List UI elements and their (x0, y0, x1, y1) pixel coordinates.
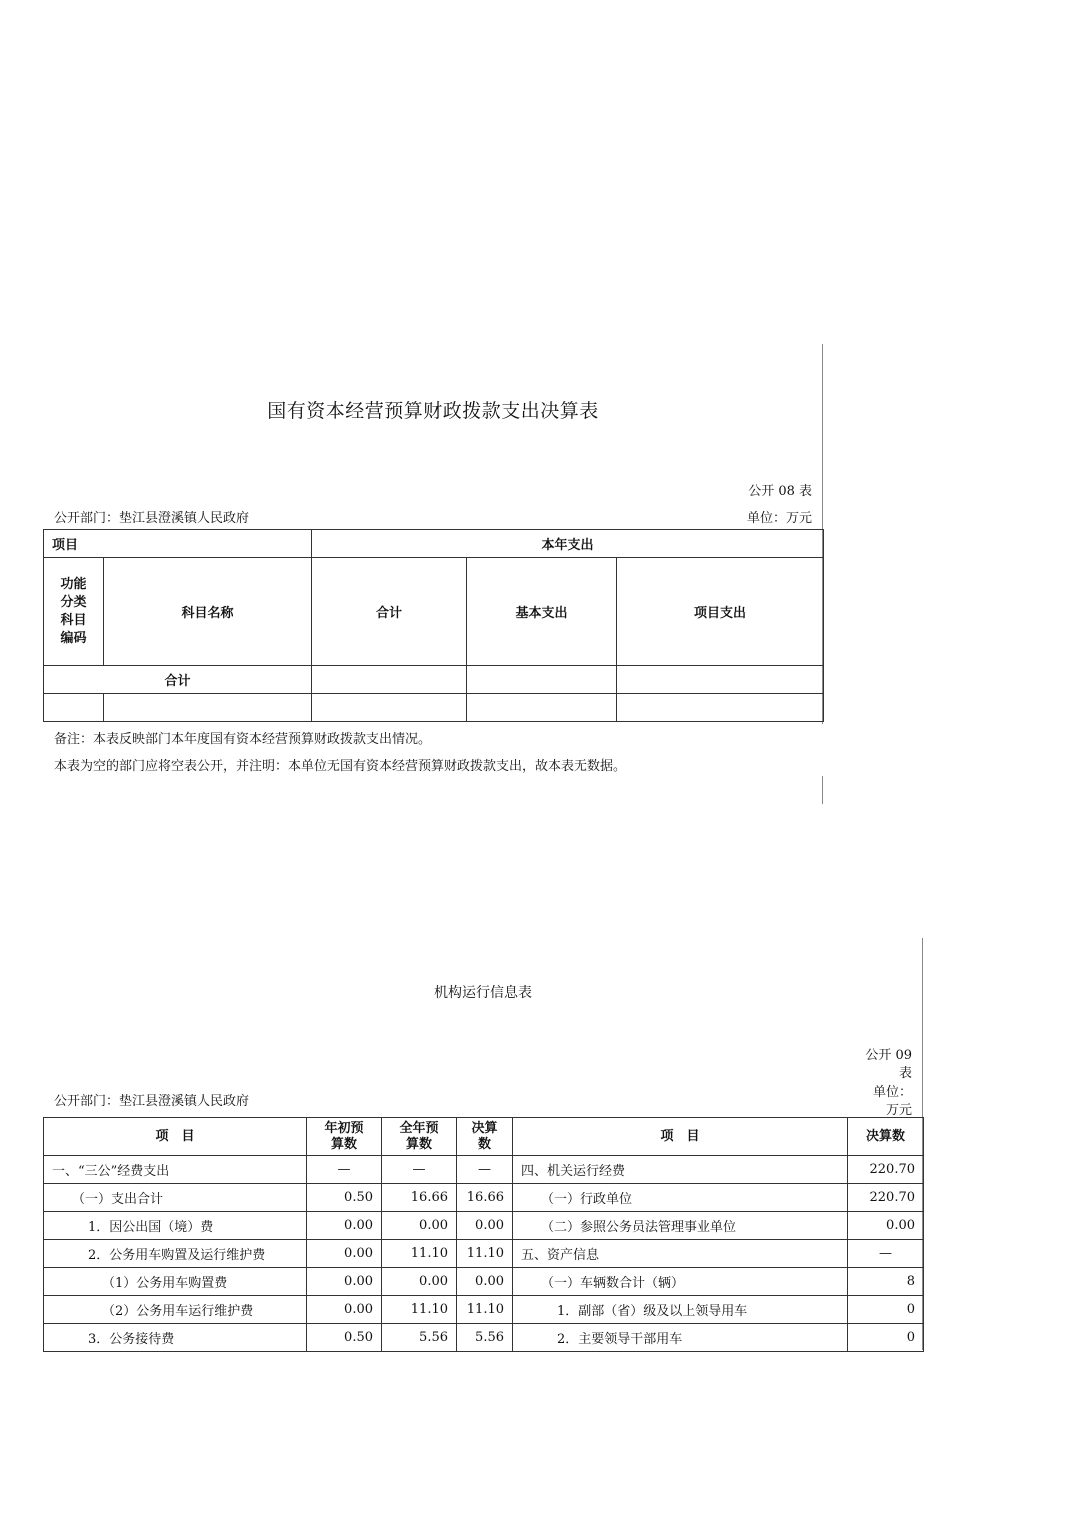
table09-row-budget-full: 0.00 (382, 1212, 457, 1240)
table09-row-budget-full: 16.66 (382, 1184, 457, 1212)
table09-header-final-left-text: 决算数 (471, 1120, 498, 1152)
table08-cell (104, 694, 312, 722)
table09-header-budget-initial-text: 年初预算数 (324, 1120, 364, 1152)
table09-row-final-right: 220.70 (848, 1184, 924, 1212)
table08-header-current-year: 本年支出 (312, 530, 824, 558)
table09-header-item-right: 项 目 (513, 1118, 848, 1156)
table09-row-final-left: 5.56 (457, 1324, 513, 1352)
table09-row-left-label: （1）公务用车购置费 (44, 1268, 307, 1296)
table09-row-right-label: （一）行政单位 (513, 1184, 848, 1212)
table09-row-budget-full: 11.10 (382, 1296, 457, 1324)
table08-note2: 本表为空的部门应将空表公开，并注明：本单位无国有资本经营预算财政拨款支出，故本表无数据。 (54, 759, 627, 774)
table09-header-budget-full-text: 全年预算数 (399, 1120, 439, 1152)
table09-row-budget-initial: 0.00 (307, 1268, 382, 1296)
table09-row-budget-initial: 0.50 (307, 1184, 382, 1212)
table08 (43, 529, 824, 722)
table09-row-left-label: 3．公务接待费 (44, 1324, 307, 1352)
table08-cell (617, 694, 824, 722)
page-edge-line (822, 776, 823, 804)
table09-row-left-label: 2．公务用车购置及运行维护费 (44, 1240, 307, 1268)
table08-cell (617, 666, 824, 694)
table08-cell (467, 666, 617, 694)
table09-header-item-left: 项 目 (44, 1118, 307, 1156)
table09-row-final-left: — (457, 1156, 513, 1184)
table09-row-budget-full: — (382, 1156, 457, 1184)
table09-row-final-left: 11.10 (457, 1296, 513, 1324)
table09-number-line2: 表 (898, 1066, 912, 1081)
table08-header-project: 项目支出 (617, 558, 824, 666)
table08-row-total-label: 合计 (44, 666, 312, 694)
table09-row-left-label: （2）公务用车运行维护费 (44, 1296, 307, 1324)
table09-row-left-label: （一）支出合计 (44, 1184, 307, 1212)
table08-header-item: 项目 (44, 530, 312, 558)
table09-row-left-label: 1．因公出国（境）费 (44, 1212, 307, 1240)
table09-row-budget-initial: 0.50 (307, 1324, 382, 1352)
table09-department: 公开部门：垫江县澄溪镇人民政府 (54, 1094, 250, 1109)
table09-row-final-left: 0.00 (457, 1268, 513, 1296)
table08-number: 公开 08 表 (748, 484, 812, 499)
table08-header-name: 科目名称 (104, 558, 312, 666)
table09-row-budget-full: 0.00 (382, 1268, 457, 1296)
table08-unit: 单位：万元 (746, 511, 812, 526)
table09-header-budget-initial (307, 1118, 382, 1156)
table08-header-code (44, 558, 104, 666)
table08-note1: 备注：本表反映部门本年度国有资本经营预算财政拨款支出情况。 (54, 732, 432, 747)
table09-row-right-label: 2．主要领导干部用车 (513, 1324, 848, 1352)
table09-row-budget-initial: 0.00 (307, 1212, 382, 1240)
table09 (43, 1117, 924, 1352)
table09-row-final-right: 0 (848, 1324, 924, 1352)
table09-header-final-right: 决算数 (848, 1118, 924, 1156)
table09-header-final-left (457, 1118, 513, 1156)
table09-number-line1: 公开 09 (865, 1048, 912, 1063)
table09-row-final-left: 11.10 (457, 1240, 513, 1268)
table09-row-right-label: 五、资产信息 (513, 1240, 848, 1268)
table09-row-final-right: 0.00 (848, 1212, 924, 1240)
table08-header-total: 合计 (312, 558, 467, 666)
table08-header-basic: 基本支出 (467, 558, 617, 666)
table08-department: 公开部门：垫江县澄溪镇人民政府 (54, 511, 250, 526)
table08-cell (467, 694, 617, 722)
table08-cell (312, 666, 467, 694)
table09-row-budget-initial: — (307, 1156, 382, 1184)
table09-row-budget-initial: 0.00 (307, 1240, 382, 1268)
table09-title: 机构运行信息表 (434, 985, 532, 1001)
table09-row-final-right: 8 (848, 1268, 924, 1296)
table09-row-final-right: 220.70 (848, 1156, 924, 1184)
table09-header-budget-full (382, 1118, 457, 1156)
table09-row-final-right: — (848, 1240, 924, 1268)
table09-row-final-left: 0.00 (457, 1212, 513, 1240)
table08-title: 国有资本经营预算财政拨款支出决算表 (267, 400, 599, 422)
table09-row-budget-full: 11.10 (382, 1240, 457, 1268)
table09-row-right-label: （二）参照公务员法管理事业单位 (513, 1212, 848, 1240)
table09-row-right-label: 1．副部（省）级及以上领导用车 (513, 1296, 848, 1324)
table09-unit-line2: 万元 (885, 1103, 912, 1118)
table08-cell (312, 694, 467, 722)
table08-header-code-text: 功能分类科目编码 (60, 576, 87, 646)
table09-row-final-right: 0 (848, 1296, 924, 1324)
table09-row-budget-initial: 0.00 (307, 1296, 382, 1324)
table09-row-budget-full: 5.56 (382, 1324, 457, 1352)
table09-row-right-label: 四、机关运行经费 (513, 1156, 848, 1184)
table09-row-left-label: 一、“三公”经费支出 (44, 1156, 307, 1184)
table09-row-right-label: （一）车辆数合计（辆） (513, 1268, 848, 1296)
table09-unit-line1: 单位： (872, 1085, 912, 1100)
table09-row-final-left: 16.66 (457, 1184, 513, 1212)
table08-cell (44, 694, 104, 722)
